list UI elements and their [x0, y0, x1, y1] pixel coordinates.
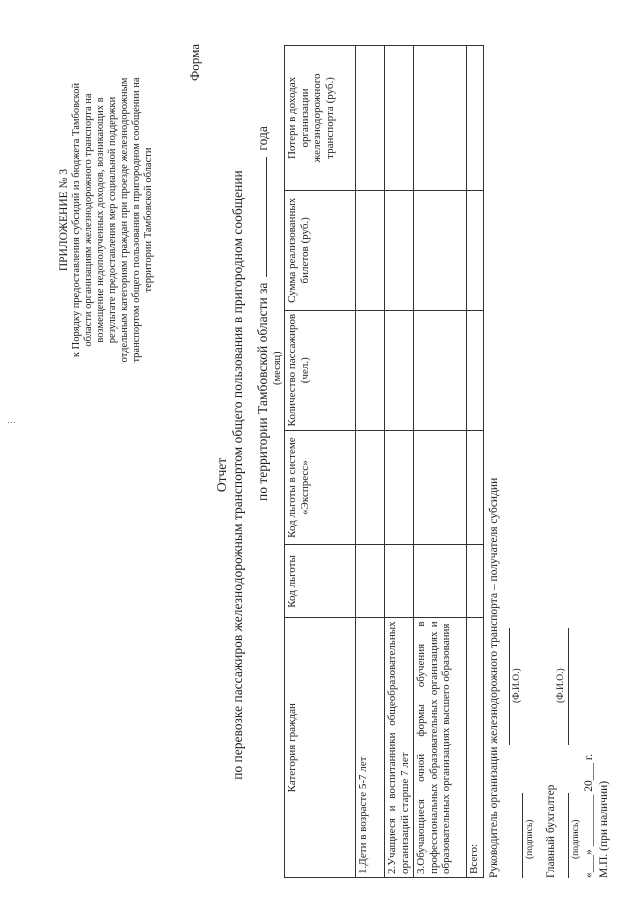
row-category: Всего:: [467, 618, 484, 878]
accountant-signature-line: [568, 793, 569, 878]
table-cell: [467, 545, 484, 618]
head-signature-label: Руководитель организации железнодорожного транспорта – получателя субсидии: [488, 477, 500, 878]
table-cell: [414, 545, 467, 618]
table-cell: [467, 190, 484, 310]
margin-dots: [8, 421, 16, 423]
accountant-name-line: [568, 628, 569, 745]
table-cell: [356, 310, 385, 430]
form-label: Форма: [187, 44, 202, 81]
head-signature-line: [522, 793, 523, 878]
row-category: 2.Учащиеся и воспитанники общеобразовательных организаций старше 7 лет: [385, 618, 414, 878]
table-cell: [385, 310, 414, 430]
month-caption: (месяц): [272, 351, 283, 385]
table-row: [414, 46, 467, 878]
row-category: 3.Обучающиеся очной формы обучения в профессиональных образовательных организациях и образовательных организациях высшего образования: [414, 618, 467, 878]
table-cell: [356, 545, 385, 618]
table-cell: [385, 46, 414, 191]
table-cell: [414, 310, 467, 430]
table-row: [385, 46, 414, 878]
period-suffix: года: [255, 126, 270, 151]
appendix-line: результате предоставления мер социальной поддержки: [107, 96, 118, 344]
column-header: Сумма реализованных билетов (руб.): [285, 190, 356, 310]
accountant-signature-label: Главный бухгалтер: [545, 784, 557, 878]
accountant-name-caption: (Ф.И.О.): [556, 668, 566, 703]
appendix-title: ПРИЛОЖЕНИЕ № 3: [58, 168, 70, 272]
column-header: Количество пассажиров (чел.): [285, 310, 356, 430]
table-cell: [414, 46, 467, 191]
column-header: Потери в доходах организации железнодорожного транспорта (руб.): [285, 46, 356, 191]
appendix-line: области организациям железнодорожного транспорта на: [83, 93, 94, 347]
table-cell: [356, 46, 385, 191]
head-name-caption: (Ф.И.О.): [512, 668, 522, 703]
appendix-line: транспортом общего пользования в пригородном сообщении на: [131, 77, 142, 363]
head-sign-caption: (подпись): [525, 819, 535, 859]
table-cell: [414, 190, 467, 310]
date-line: «___» _________ 20___ г.: [583, 753, 595, 878]
period-prefix: по территории Тамбовской области за: [255, 282, 270, 501]
table-cell: [385, 190, 414, 310]
report-title-block: [214, 85, 246, 865]
table-cell: [414, 430, 467, 545]
stamp-note: М.П. (при наличии): [598, 780, 610, 878]
report-title: Отчет: [214, 457, 229, 493]
table-cell: [385, 545, 414, 618]
appendix-line: территории Тамбовской области: [143, 147, 154, 293]
table-cell: [467, 46, 484, 191]
table-cell: [467, 430, 484, 545]
table-row: [356, 46, 385, 878]
appendix-line: отдельным категориям граждан при проезде железнодорожным: [119, 77, 130, 363]
report-subtitle: по перевозке пассажиров железнодорожным транспортом общего пользования в пригородном сообщении: [230, 170, 245, 780]
appendix-block: [58, 55, 155, 385]
column-header: Категория граждан: [285, 618, 356, 878]
table-cell: [356, 430, 385, 545]
head-name-line: [509, 628, 510, 745]
column-header: Код льготы: [285, 545, 356, 618]
table-cell: [467, 310, 484, 430]
table-header-row: [285, 46, 356, 878]
report-table: [284, 45, 484, 878]
appendix-line: к Порядку предоставления субсидий из бюджета Тамбовской: [71, 82, 82, 358]
table-cell: [356, 190, 385, 310]
report-period: [254, 126, 271, 501]
table-total-row: [467, 46, 484, 878]
table-cell: [385, 430, 414, 545]
accountant-sign-caption: (подпись): [571, 819, 581, 859]
appendix-line: возмещение недополученных доходов, возникающих в: [95, 97, 106, 343]
column-header: Код льготы в системе «Экспресс»: [285, 430, 356, 545]
row-category: 1.Дети в возрасте 5-7 лет: [356, 618, 385, 878]
month-blank-line: [254, 157, 267, 277]
